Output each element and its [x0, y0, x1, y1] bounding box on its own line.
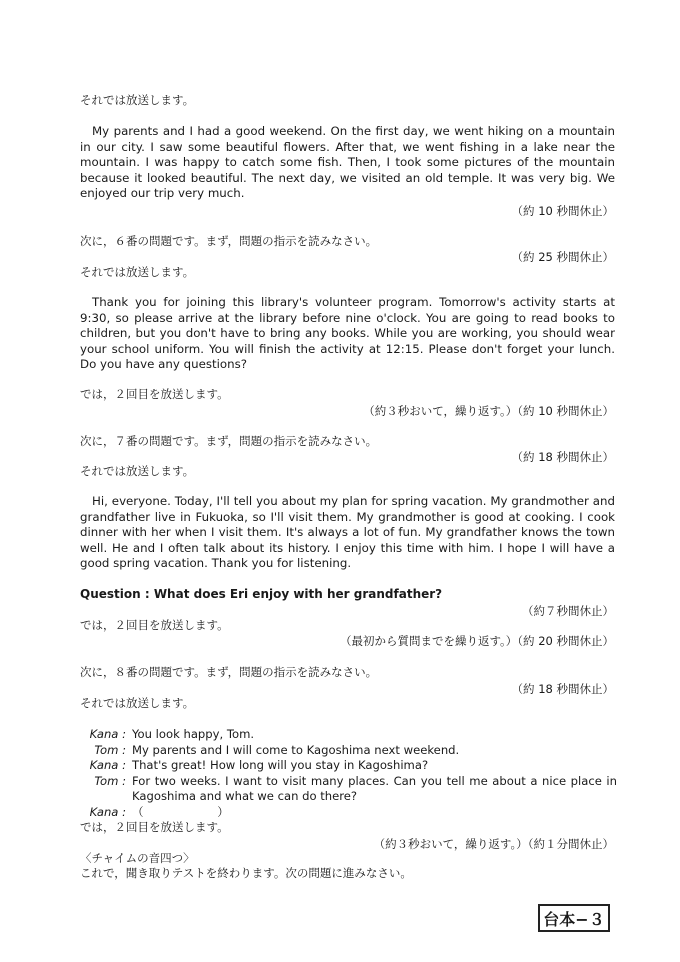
dialogue-line: For two weeks. I want to visit many places. Can you tell me about a nice place in Kagoshima and what we can do there? [132, 773, 617, 804]
dialogue-speaker: Kana : [89, 758, 126, 773]
dialogue-speaker: Kana : [89, 727, 126, 741]
dialogue-speaker: Tom : [94, 773, 126, 788]
end-instruction: これで，聞き取りテストを終わります。次の問題に進みなさい。 [80, 866, 412, 880]
question-text: Question : What does Eri enjoy with her grandfather? [80, 587, 443, 601]
dialogue-line: That's great! How long will you stay in Kagoshima? [132, 758, 429, 773]
dialogue-speaker: Tom : [94, 742, 126, 757]
pause-note-8: （約３秒おいて，繰り返す。）（約１分間休止） [373, 837, 614, 851]
dialogue-blank: （ ） [132, 805, 229, 819]
dialogue-line: You look happy, Tom. [132, 727, 255, 741]
dialogue-line: My parents and I will come to Kagoshima next weekend. [132, 742, 460, 757]
repeat-note-2: では，２回目を放送します。 [80, 618, 229, 632]
dialogue-speaker: Kana : [89, 805, 126, 819]
pause-note-4: （約 18 秒間休止） [511, 450, 614, 464]
broadcast-intro-1: それでは放送します。 [80, 93, 195, 107]
pause-note-7: （約 18 秒間休止） [511, 682, 614, 696]
broadcast-intro-2: それでは放送します。 [80, 265, 195, 279]
pause-note-2: （約 25 秒間休止） [511, 250, 614, 264]
pause-note-3: （約３秒おいて，繰り返す。）（約 10 秒間休止） [363, 404, 614, 418]
pause-note-5: （約７秒間休止） [522, 604, 614, 618]
repeat-note-3: では，２回目を放送します。 [80, 820, 229, 834]
repeat-note-1: では，２回目を放送します。 [80, 387, 229, 401]
page-label-box: 台本−３ [538, 904, 610, 932]
question-6-instruction: 次に，６番の問題です。まず，問題の指示を読みなさい。 [80, 234, 378, 248]
broadcast-intro-4: それでは放送します。 [80, 696, 195, 710]
passage-6: Thank you for joining this library's volunteer program. Tomorrow's activity starts at 9:30, so please arrive at the library before nine o'clock. You are going to read books to children, but you don't have to bring any books. While you are working, you should wear your school uniform. You will finish the activity at 12:15. Please don't forget your lunch. Do you have any questions? [80, 295, 615, 372]
passage-5: My parents and I had a good weekend. On the first day, we went hiking on a mountain in our city. I saw some beautiful flowers. After that, we went fishing in a lake near the mountain. I was happy to catch some fish. Then, I took some pictures of the mountain because it looked beautiful. The next day, we visited an old temple. It was very big. We enjoyed our trip very much. [80, 124, 615, 201]
question-7-instruction: 次に，７番の問題です。まず，問題の指示を読みなさい。 [80, 434, 378, 448]
chime-note: 〈チャイムの音四つ〉 [80, 851, 195, 865]
passage-7: Hi, everyone. Today, I'll tell you about my plan for spring vacation. My grandmother and grandfather live in Fukuoka, so I'll visit them. My grandmother is good at cooking. I cook dinner with her when I visit them. It's always a lot of fun. My grandfather knows the town well. He and I often talk about its history. I enjoy this time with him. I hope I will have a good spring vacation. Thank you for listening. [80, 494, 615, 571]
broadcast-intro-3: それでは放送します。 [80, 464, 195, 478]
question-8-instruction: 次に，８番の問題です。まず，問題の指示を読みなさい。 [80, 665, 378, 679]
pause-note-6: （最初から質問までを繰り返す。）（約 20 秒間休止） [339, 634, 614, 648]
pause-note-1: （約 10 秒間休止） [511, 204, 614, 218]
